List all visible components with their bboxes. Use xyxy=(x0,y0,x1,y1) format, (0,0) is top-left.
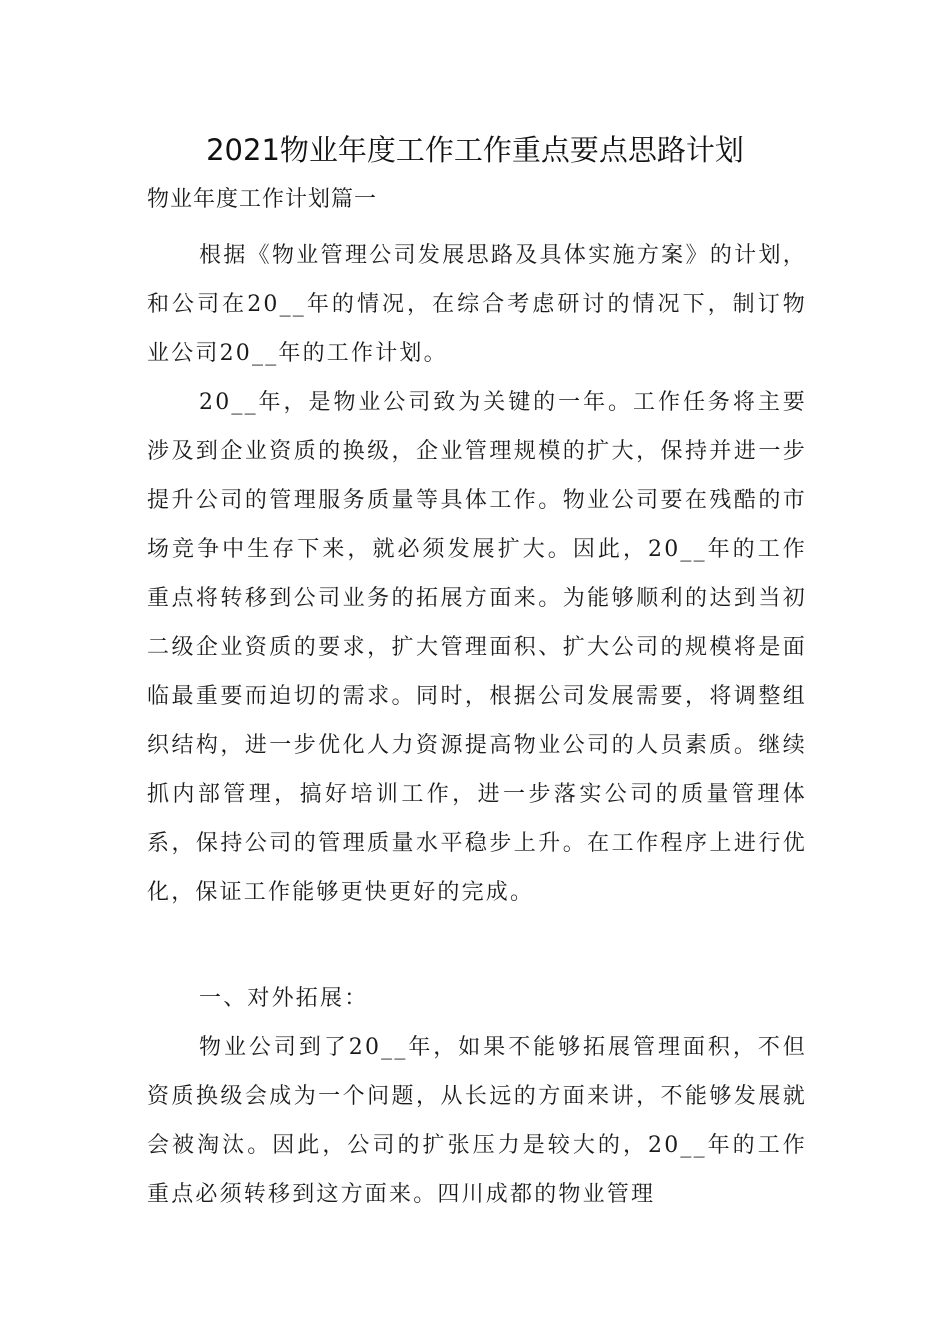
document-title: 2021物业年度工作工作重点要点思路计划 xyxy=(206,133,744,167)
subheading-external-expansion: 一、对外拓展： xyxy=(199,986,369,1011)
paragraph-1: 根据《物业管理公司发展思路及具体实施方案》的计划，和公司在20__年的情况，在综合考虑研讨的情况下，制订物业公司20__年的工作计划。 xyxy=(147,243,807,366)
paragraph-3: 物业公司到了20__年，如果不能够拓展管理面积，不但资质换级会成为一个问题，从长远的方面来讲，不能够发展就会被淘汰。因此，公司的扩张压力是较大的，20__年的工作重点必须转移到这方面来。四川成都的物业管理 xyxy=(147,1035,807,1207)
section-heading: 物业年度工作计划篇一 xyxy=(147,187,378,212)
paragraph-2: 20__年，是物业公司致为关键的一年。工作任务将主要涉及到企业资质的换级，企业管理规模的扩大，保持并进一步提升公司的管理服务质量等具体工作。物业公司要在残酷的市场竞争中生存下来，就必须发展扩大。因此，20__年的工作重点将转移到公司业务的拓展方面来。为能够顺利的达到当初二级企业资质的要求，扩大管理面积、扩大公司的规模将是面临最重要而迫切的需求。同时，根据公司发展需要，将调整组织结构，进一步优化人力资源提高物业公司的人员素质。继续抓内部管理，搞好培训工作，进一步落实公司的质量管理体系，保持公司的管理质量水平稳步上升。在工作程序上进行优化，保证工作能够更快更好的完成。 xyxy=(147,390,807,905)
